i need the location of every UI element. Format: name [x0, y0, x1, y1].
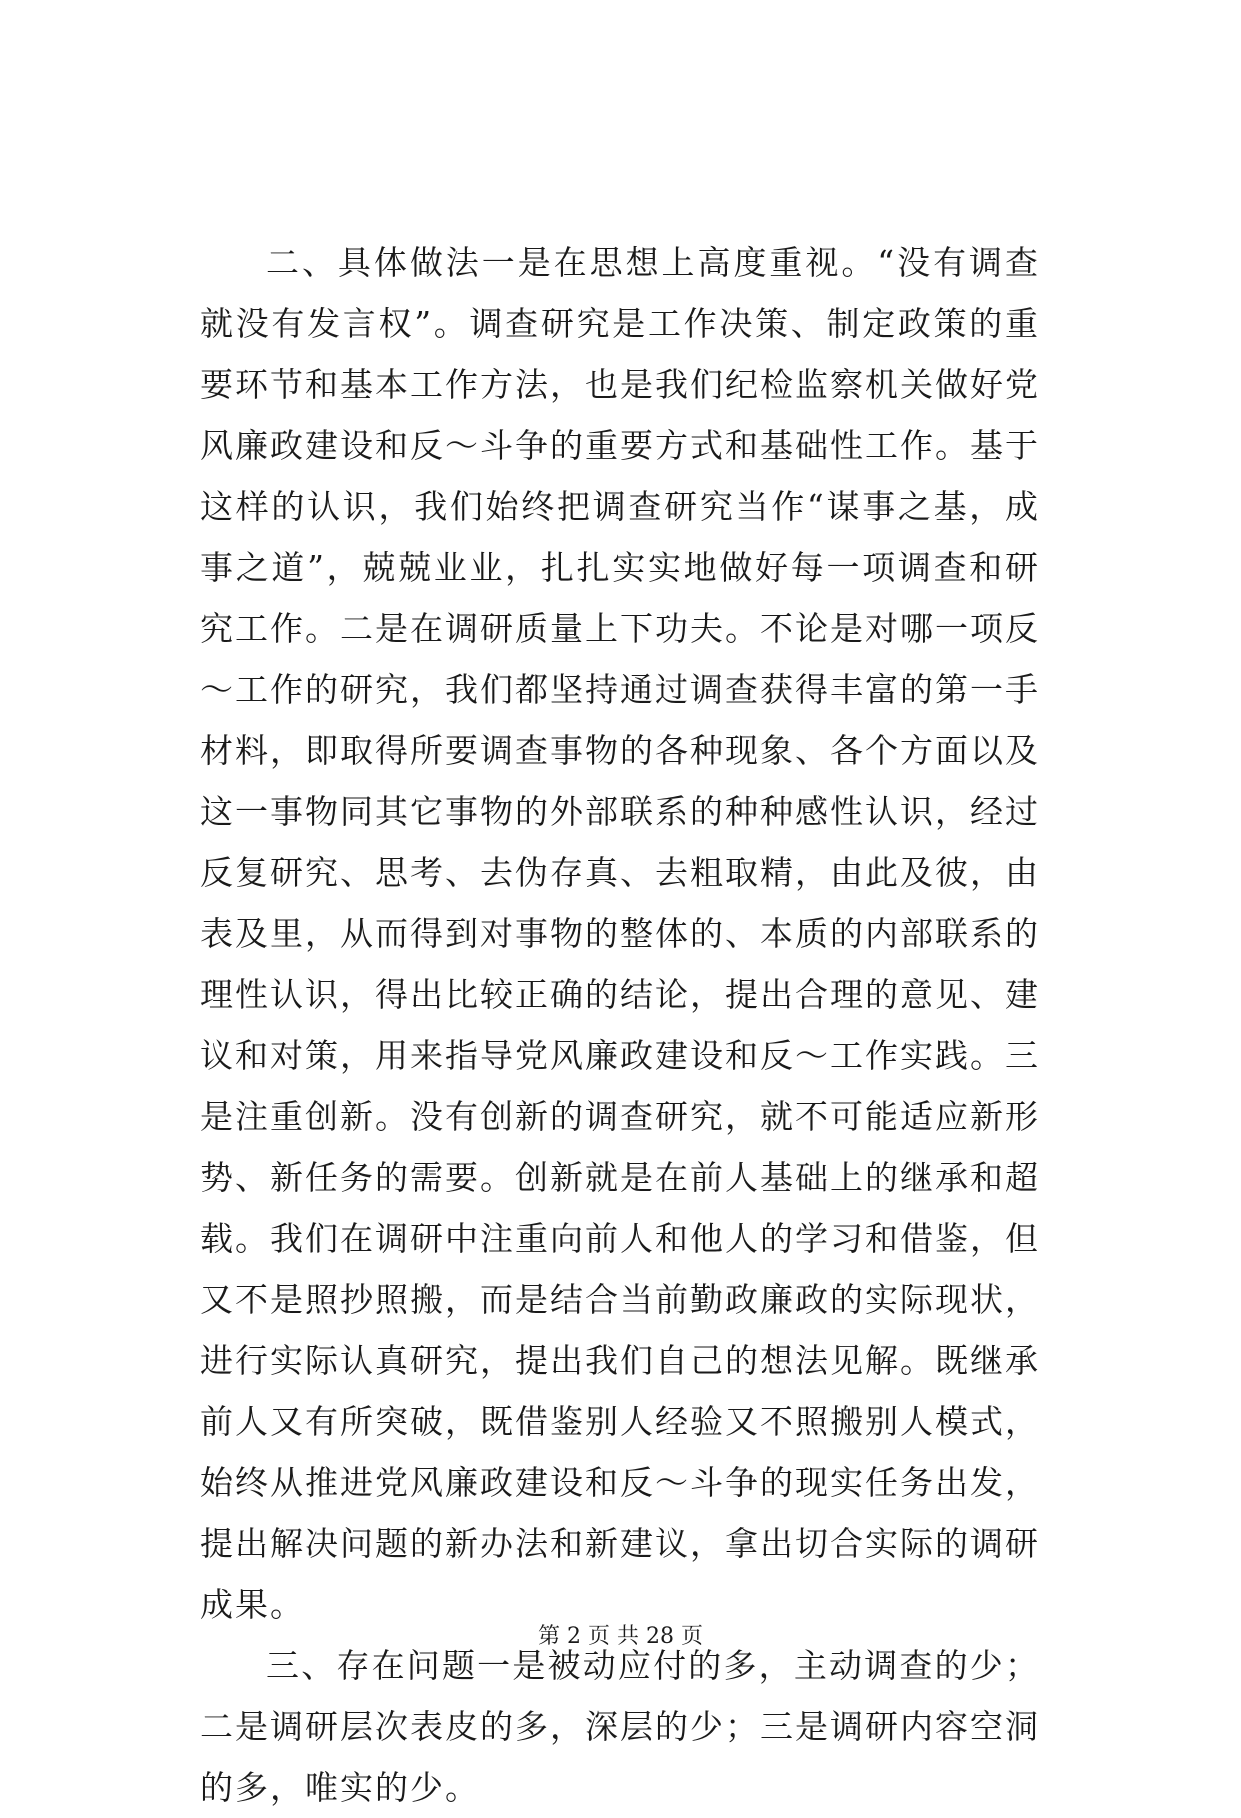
document-body	[200, 232, 1040, 1818]
paragraph-practices: 二、具体做法一是在思想上高度重视。“没有调查就没有发言权”。调查研究是工作决策、制定政策的重要环节和基本工作方法，也是我们纪检监察机关做好党风廉政建设和反～斗争的重要方式和基础性工作。基于这样的认识，我们始终把调查研究当作“谋事之基，成事之道”，兢兢业业，扎扎实实地做好每一项调查和研究工作。二是在调研质量上下功夫。不论是对哪一项反～工作的研究，我们都坚持通过调查获得丰富的第一手材料，即取得所要调查事物的各种现象、各个方面以及这一事物同其它事物的外部联系的种种感性认识，经过反复研究、思考、去伪存真、去粗取精，由此及彼，由表及里，从而得到对事物的整体的、本质的内部联系的理性认识，得出比较正确的结论，提出合理的意见、建议和对策，用来指导党风廉政建设和反～工作实践。三是注重创新。没有创新的调查研究，就不可能适应新形势、新任务的需要。创新就是在前人基础上的继承和超载。我们在调研中注重向前人和他人的学习和借鉴，但又不是照抄照搬，而是结合当前勤政廉政的实际现状，进行实际认真研究，提出我们自己的想法见解。既继承前人又有所突破，既借鉴别人经验又不照搬别人模式，始终从推进党风廉政建设和反～斗争的现实任务出发，提出解决问题的新办法和新建议，拿出切合实际的调研成果。	[200, 243, 1040, 1624]
page-number-footer: 第 2 页 共 28 页	[538, 1624, 703, 1649]
paragraph-problems: 三、存在问题一是被动应付的多，主动调查的少；二是调研层次表皮的多，深层的少；三是调研内容空洞的多，唯实的少。	[200, 1646, 1040, 1807]
